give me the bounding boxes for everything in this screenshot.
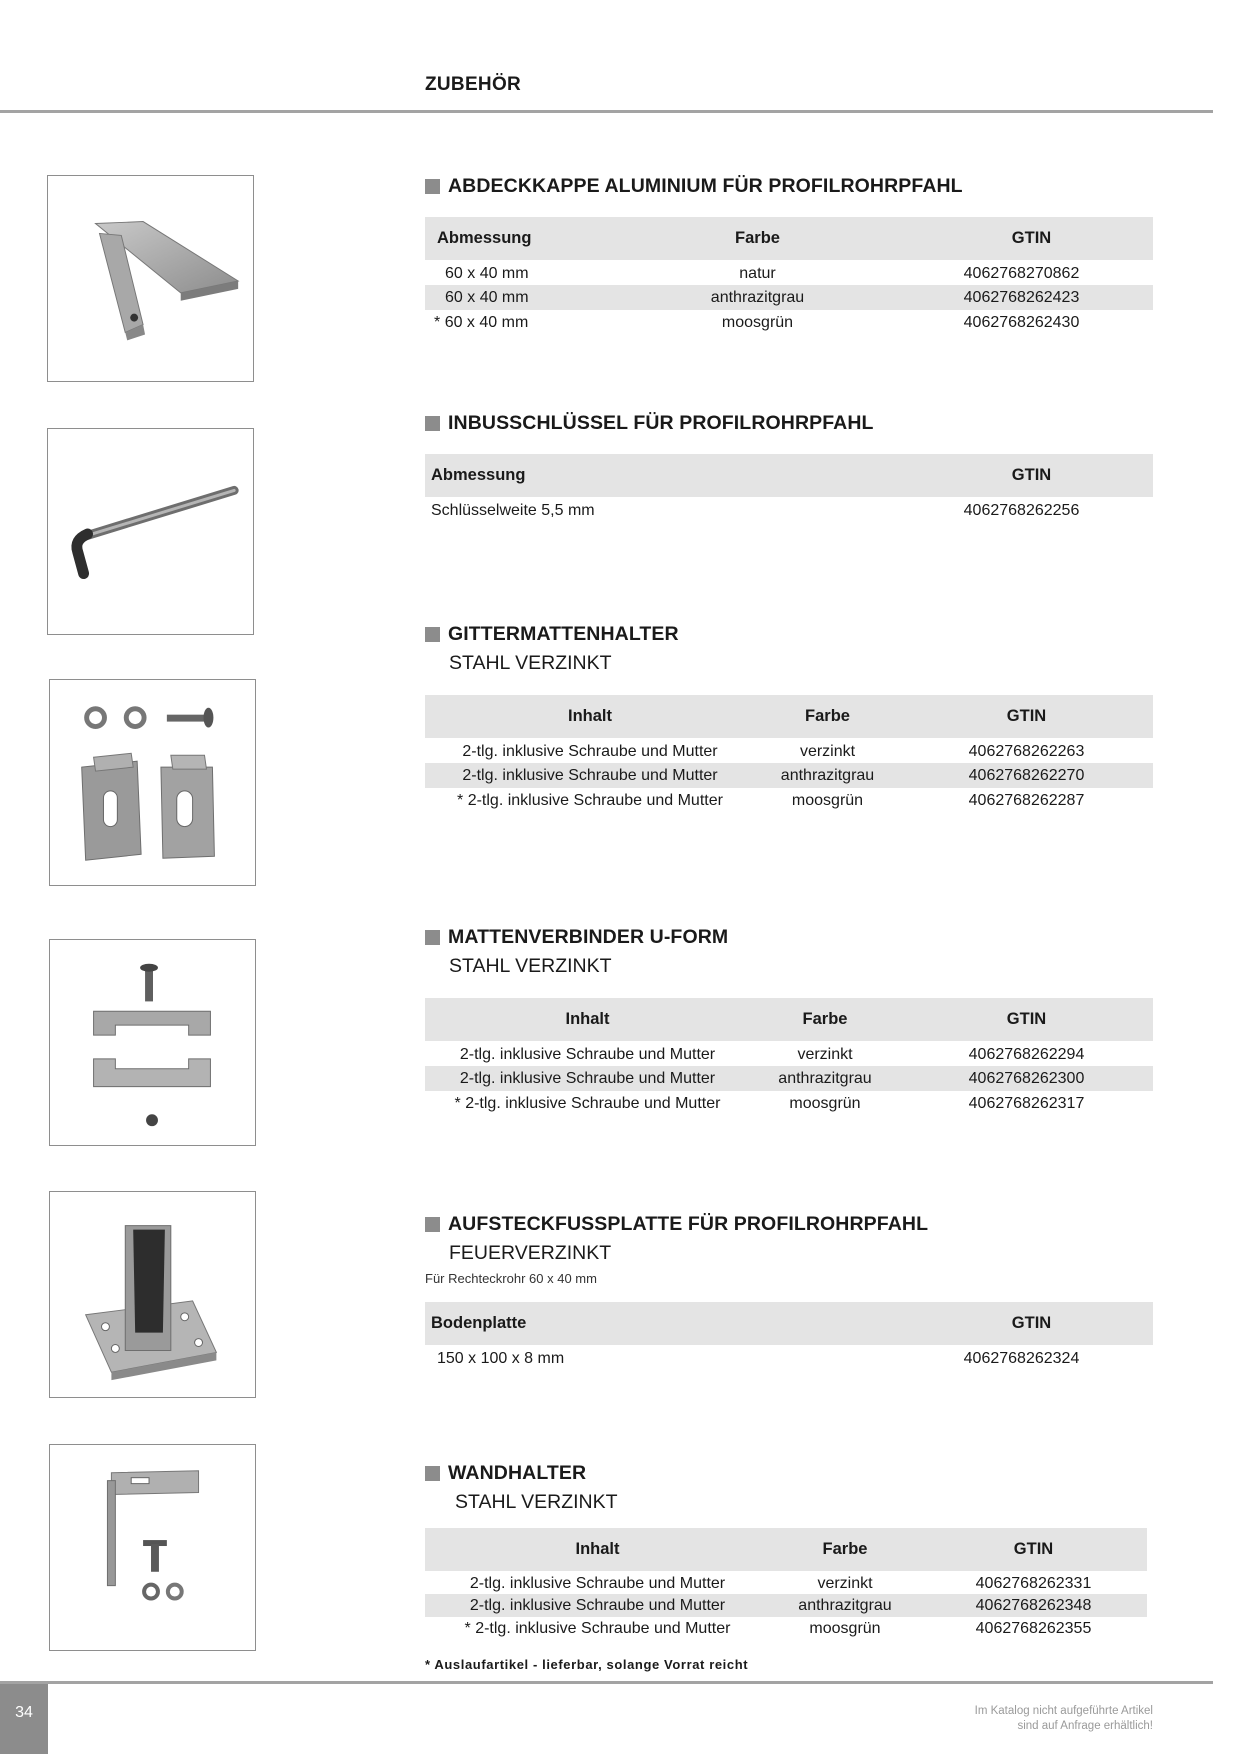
page-title: ZUBEHÖR	[425, 74, 522, 95]
section-title: AUFSTECKFUSSPLATTE FÜR PROFILROHRPFAHL	[425, 1212, 1153, 1236]
table-row: 2-tlg. inklusive Schraube und Mutter verzinkt 4062768262263	[462, 742, 1085, 760]
section-gittermattenhalter	[425, 622, 1153, 809]
section-title: MATTENVERBINDER U-FORM	[425, 925, 1153, 949]
spec-table	[425, 454, 1153, 522]
table-row: * 2-tlg. inklusive Schraube und Mutter moosgrün 4062768262317	[454, 1094, 1085, 1112]
table-row: 2-tlg. inklusive Schraube und Mutter anthrazitgrau 4062768262348	[425, 1594, 1147, 1617]
spec-table	[425, 217, 1153, 335]
page-number: 34	[15, 1704, 33, 1721]
spec-table	[425, 1528, 1147, 1640]
inbusschluessel-photo	[47, 428, 254, 635]
bullet-square-icon	[425, 627, 440, 642]
footer-divider	[0, 1681, 1213, 1684]
mattenverbinder-photo	[49, 939, 256, 1146]
table-row: * 60 x 40 mm moosgrün 4062768262430	[434, 313, 1080, 331]
table-header-row: Abmessung Farbe GTIN	[425, 217, 1153, 260]
spec-table	[425, 695, 1153, 813]
section-subtitle: STAHL VERZINKT	[455, 1491, 618, 1513]
table-header-row: Inhalt Farbe GTIN	[425, 695, 1153, 738]
table-row: 2-tlg. inklusive Schraube und Mutter verzinkt 4062768262294	[459, 1045, 1085, 1063]
footnote: * Auslaufartikel - lieferbar, solange Vorrat reicht	[425, 1657, 749, 1672]
section-title: GITTERMATTENHALTER	[425, 622, 1153, 646]
bullet-square-icon	[425, 416, 440, 431]
wandhalter-photo	[49, 1444, 256, 1651]
section-title: WANDHALTER	[425, 1461, 1153, 1485]
aufsteckfussplatte-photo	[49, 1191, 256, 1398]
section-inbusschluessel	[425, 411, 1153, 519]
table-header-row: Inhalt Farbe GTIN	[425, 1528, 1147, 1571]
bullet-square-icon	[425, 179, 440, 194]
table-header-row: Abmessung GTIN	[425, 454, 1153, 497]
spec-table	[425, 1302, 1153, 1370]
footer-note: Im Katalog nicht aufgeführte Artikel sind auf Anfrage erhältlich!	[974, 1705, 1153, 1732]
table-row: 150 x 100 x 8 mm 4062768262324	[437, 1349, 1080, 1367]
table-header-row: Inhalt Farbe GTIN	[425, 998, 1153, 1041]
bullet-square-icon	[425, 1217, 440, 1232]
header-divider	[0, 110, 1213, 113]
section-title: INBUSSCHLÜSSEL FÜR PROFILROHRPFAHL	[425, 411, 1153, 435]
page-number-box	[0, 1684, 48, 1754]
table-header-row: Bodenplatte GTIN	[425, 1302, 1153, 1345]
table-row: 2-tlg. inklusive Schraube und Mutter verzinkt 4062768262331	[469, 1574, 1092, 1592]
table-row: * 2-tlg. inklusive Schraube und Mutter moosgrün 4062768262287	[457, 791, 1085, 809]
gittermattenhalter-photo	[49, 679, 256, 886]
section-title: ABDECKKAPPE ALUMINIUM FÜR PROFILROHRPFAHL	[425, 174, 1153, 198]
table-row: 2-tlg. inklusive Schraube und Mutter anthrazitgrau 4062768262270	[425, 763, 1153, 788]
section-note: Für Rechteckrohr 60 x 40 mm	[425, 1271, 597, 1286]
section-subtitle: STAHL VERZINKT	[449, 652, 612, 674]
section-subtitle: FEUERVERZINKT	[449, 1242, 612, 1264]
abdeckkappe-photo	[47, 175, 254, 382]
table-row: 60 x 40 mm natur 4062768270862	[445, 264, 1080, 282]
bullet-square-icon	[425, 930, 440, 945]
section-wandhalter	[425, 1461, 1153, 1637]
section-mattenverbinder	[425, 925, 1153, 1112]
table-row: 60 x 40 mm anthrazitgrau 4062768262423	[425, 285, 1153, 310]
bullet-square-icon	[425, 1466, 440, 1481]
section-subtitle: STAHL VERZINKT	[449, 955, 612, 977]
section-abdeckkappe	[425, 174, 1153, 331]
section-aufsteckfussplatte	[425, 1212, 1153, 1367]
table-row: * 2-tlg. inklusive Schraube und Mutter moosgrün 4062768262355	[464, 1619, 1092, 1637]
spec-table	[425, 998, 1153, 1116]
table-row: Schlüsselweite 5,5 mm 4062768262256	[431, 501, 1080, 519]
table-row: 2-tlg. inklusive Schraube und Mutter anthrazitgrau 4062768262300	[425, 1066, 1153, 1091]
